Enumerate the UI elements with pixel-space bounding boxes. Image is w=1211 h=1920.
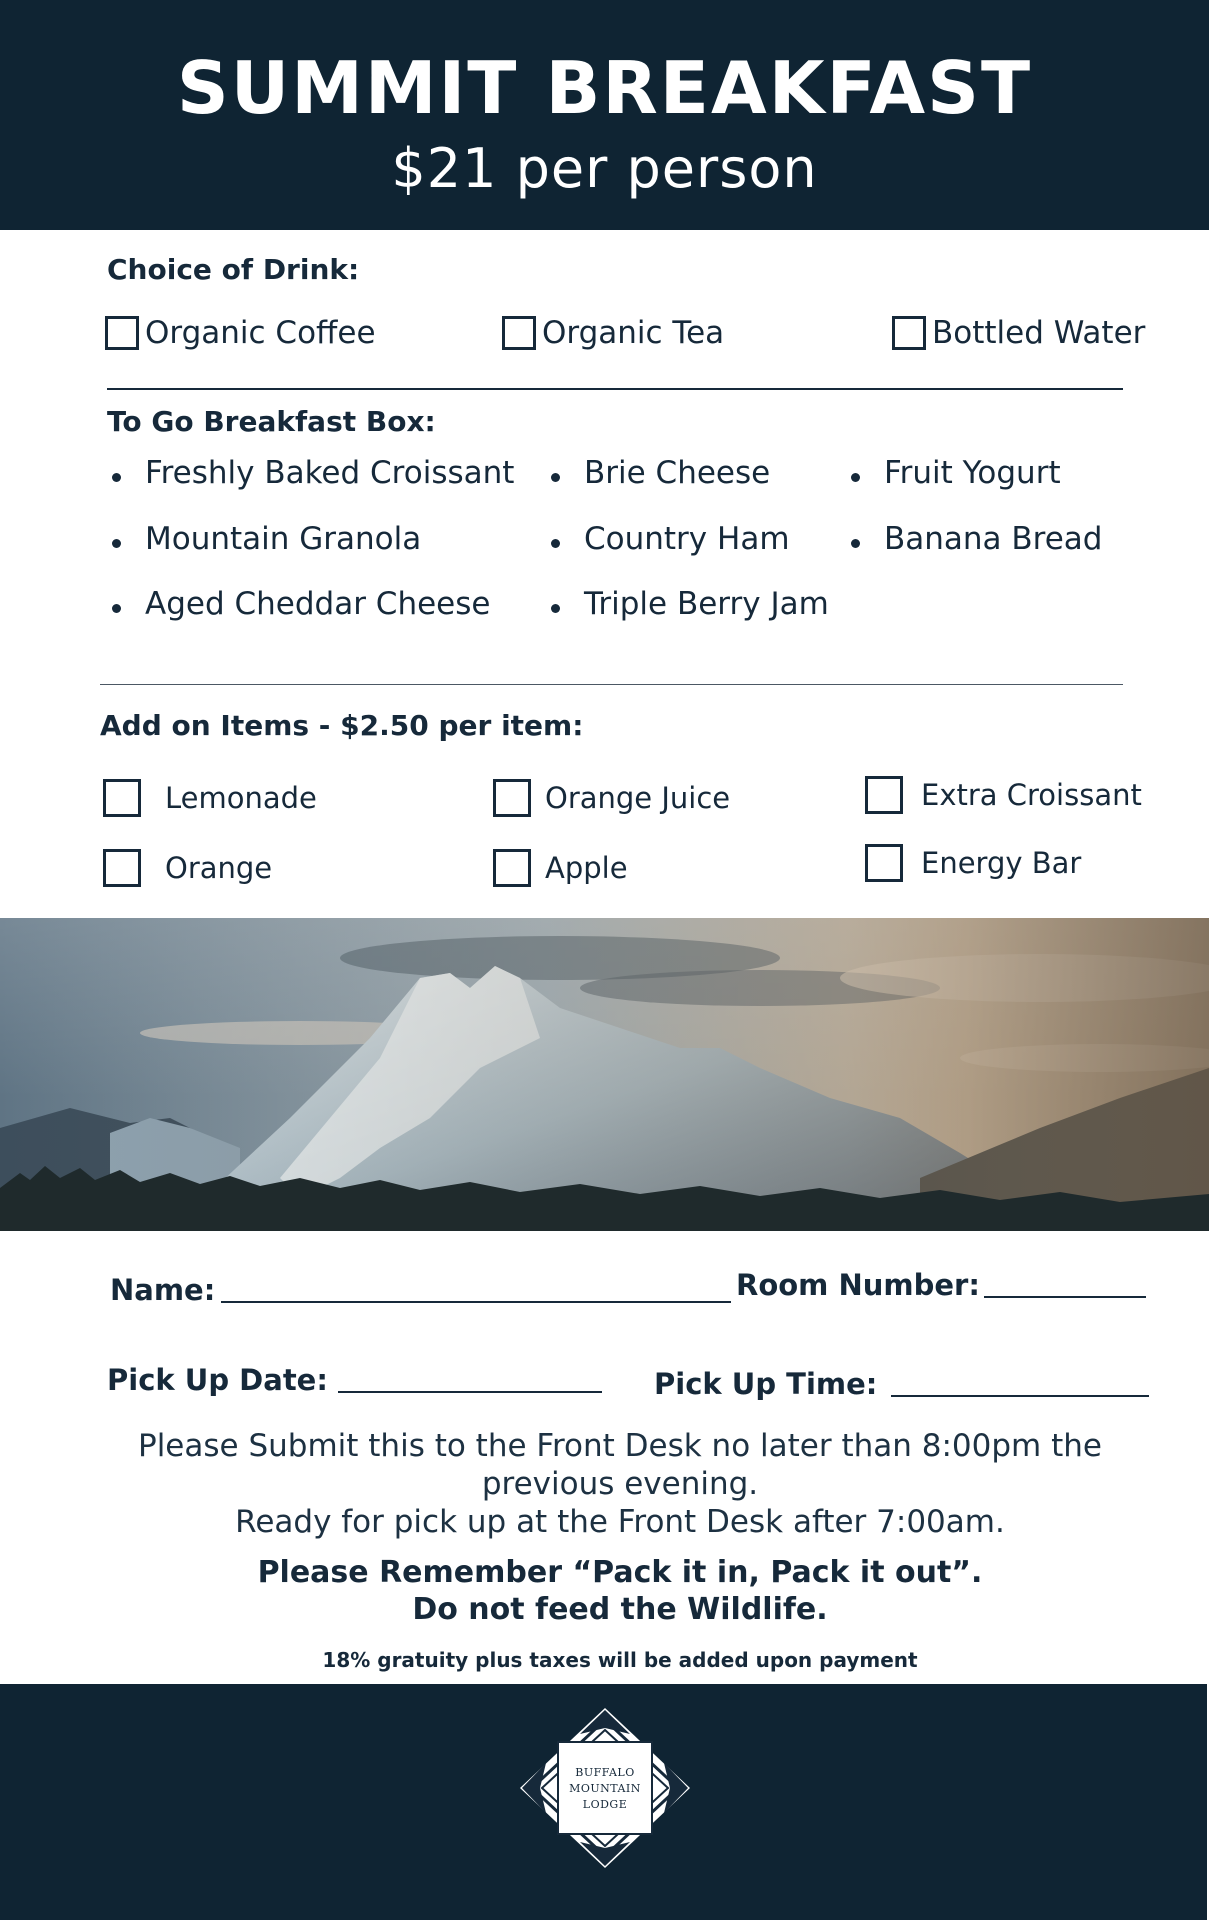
bullet-icon	[112, 539, 121, 548]
addon-option-energy-bar[interactable]	[865, 844, 1081, 882]
list-item: Mountain Granola	[112, 524, 421, 555]
bullet-icon	[851, 539, 860, 548]
list-item: Triple Berry Jam	[551, 589, 829, 620]
logo-line-2: MOUNTAIN	[569, 1782, 641, 1795]
name-field[interactable]	[110, 1273, 731, 1307]
addon-option-label: Lemonade	[165, 780, 317, 815]
addon-option-orange-juice[interactable]	[493, 779, 730, 817]
checkbox[interactable]	[865, 776, 903, 814]
submission-notice: Please Submit this to the Front Desk no later than 8:00pm the previous evening. Ready for pick up at the Front Desk after 7:00am.	[138, 1428, 1102, 1540]
section-divider	[100, 684, 1123, 685]
addon-option-orange[interactable]	[103, 849, 272, 887]
list-item: Aged Cheddar Cheese	[112, 589, 490, 620]
list-item: Country Ham	[551, 524, 790, 555]
list-item: Brie Cheese	[551, 458, 770, 489]
checkbox[interactable]	[892, 316, 926, 350]
bullet-icon	[112, 604, 121, 613]
logo-line-3: LODGE	[582, 1798, 628, 1811]
addon-option-extra-croissant[interactable]	[865, 776, 1142, 814]
addon-option-lemonade[interactable]	[103, 779, 317, 817]
mountain-photo	[0, 918, 1209, 1231]
list-item: Fruit Yogurt	[851, 458, 1061, 489]
bullet-icon	[551, 473, 560, 482]
drink-section-title: Choice of Drink:	[107, 253, 360, 286]
checkbox[interactable]	[493, 779, 531, 817]
checkbox[interactable]	[103, 779, 141, 817]
name-input[interactable]	[221, 1301, 731, 1303]
pickup-date-input[interactable]	[338, 1391, 602, 1393]
checkbox[interactable]	[493, 849, 531, 887]
checkbox[interactable]	[105, 316, 139, 350]
checkbox[interactable]	[502, 316, 536, 350]
addon-option-label: Energy Bar	[921, 845, 1082, 880]
addon-option-label: Extra Croissant	[921, 777, 1142, 812]
room-number-field[interactable]	[736, 1268, 1146, 1302]
drink-option-label: Organic Tea	[542, 314, 725, 351]
pickup-time-label: Pick Up Time:	[654, 1367, 878, 1401]
addons-section-title: Add on Items - $2.50 per item:	[100, 709, 584, 742]
checkbox[interactable]	[865, 844, 903, 882]
menu-price: $21 per person	[391, 137, 818, 200]
drink-option-bottled-water[interactable]	[892, 316, 1145, 350]
bullet-icon	[112, 473, 121, 482]
section-divider	[107, 388, 1123, 390]
drink-option-label: Organic Coffee	[145, 314, 376, 351]
list-item: Freshly Baked Croissant	[112, 458, 514, 489]
wildlife-reminder: Please Remember “Pack it in, Pack it out”. Do not feed the Wildlife.	[257, 1555, 983, 1627]
bullet-icon	[551, 604, 560, 613]
breakfast-box-title: To Go Breakfast Box:	[107, 405, 436, 438]
list-item: Banana Bread	[851, 524, 1102, 555]
pickup-time-input[interactable]	[891, 1395, 1149, 1397]
drink-option-label: Bottled Water	[932, 314, 1146, 351]
pickup-date-label: Pick Up Date:	[107, 1363, 328, 1397]
name-label: Name:	[110, 1273, 216, 1307]
pickup-time-field[interactable]	[654, 1367, 1149, 1401]
room-number-input[interactable]	[984, 1296, 1146, 1298]
drink-option-organic-coffee[interactable]	[105, 316, 376, 350]
bullet-icon	[551, 539, 560, 548]
room-number-label: Room Number:	[736, 1268, 980, 1302]
addon-option-label: Apple	[545, 850, 628, 885]
bullet-icon	[851, 473, 860, 482]
drink-option-organic-tea[interactable]	[502, 316, 724, 350]
header-banner	[0, 0, 1209, 230]
addon-option-label: Orange Juice	[545, 780, 731, 815]
pickup-date-field[interactable]	[107, 1363, 602, 1397]
menu-title: SUMMIT BREAKFAST	[176, 46, 1033, 130]
checkbox[interactable]	[103, 849, 141, 887]
addon-option-label: Orange	[165, 850, 273, 885]
addon-option-apple[interactable]	[493, 849, 628, 887]
logo-line-1: BUFFALO	[575, 1766, 635, 1779]
gratuity-note: 18% gratuity plus taxes will be added upon payment	[322, 1648, 918, 1672]
